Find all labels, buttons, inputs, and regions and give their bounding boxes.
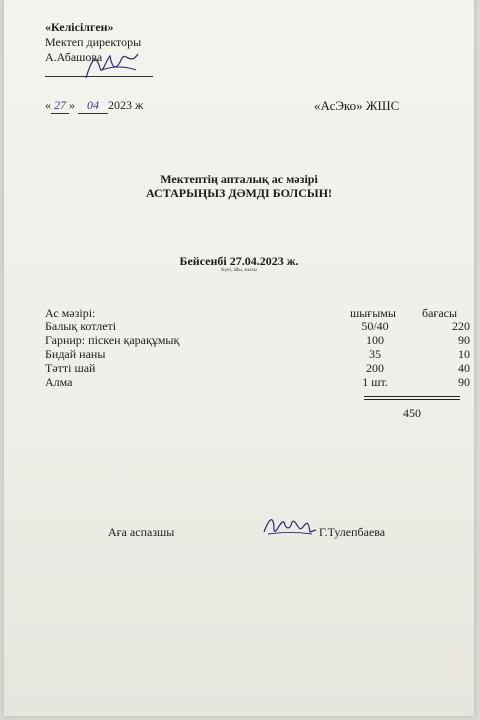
table-row-name: Бидай наны [45,347,106,361]
total-rule [364,396,460,397]
table-row-name: Алма [45,375,73,389]
date-day: 27 [51,98,69,114]
director-signature-icon [82,48,142,84]
cook-name: Г.Тулепбаева [319,525,386,539]
table-row-name: Балық котлеті [45,319,117,333]
cook-role: Аға аспазшы [108,525,175,539]
total-rule [364,399,460,400]
table-row-qty: 200 [366,361,384,375]
table-row-price: 220 [452,319,470,333]
approval-name: А.Абашова [45,50,103,64]
table-row-qty: 50/40 [361,319,389,333]
column-header-price: бағасы [422,306,458,320]
table-row-price: 90 [458,375,470,389]
cook-signature-icon [262,512,318,540]
approval-role: Мектеп директоры [45,35,142,49]
approval-title: «Келісілген» [45,20,114,34]
date-month: 04 [78,98,108,114]
menu-day: Бейсенбі 27.04.2023 ж. [179,254,299,268]
approval-date [45,98,143,114]
table-row-price: 40 [458,361,470,375]
total-value: 450 [403,406,421,420]
date-open-quote: « [45,98,51,112]
column-header-name: Ас мәзірі: [45,306,96,320]
document-page [4,0,474,716]
date-close-quote: » [69,98,75,112]
table-row-name: Гарнир: піскен қарақұмық [45,333,180,347]
table-row-qty: 35 [369,347,381,361]
date-year: 2023 ж [108,98,144,112]
column-header-qty: шығымы [350,306,396,320]
table-row-price: 10 [458,347,470,361]
menu-wish: АСТАРЫҢЫЗ ДӘМДІ БОЛСЫН! [145,186,333,200]
organization-name: «АсЭко» ЖШС [314,98,400,113]
menu-day-note: Күні, айы, жылы [221,268,257,273]
table-row-price: 90 [458,333,470,347]
menu-title: Мектептің апталық ас мәзірі [160,172,318,186]
table-row-name: Тәтті шай [45,361,96,375]
table-row-qty: 100 [366,333,384,347]
table-row-qty: 1 шт. [362,375,388,389]
